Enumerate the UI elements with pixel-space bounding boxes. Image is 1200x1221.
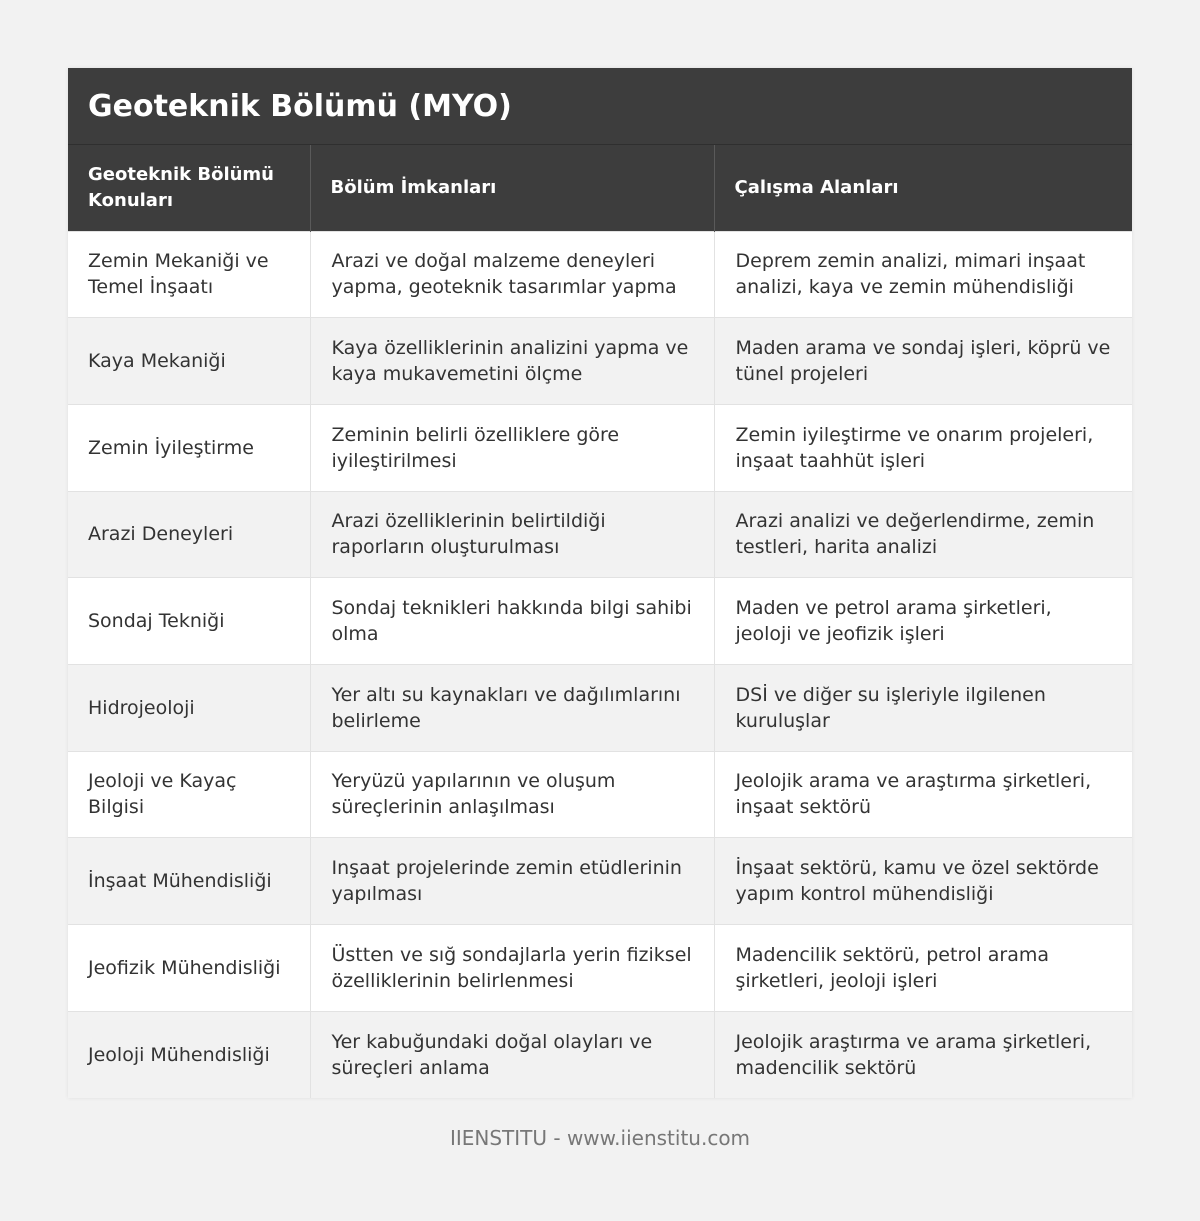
topic-cell: Kaya Mekaniği	[68, 318, 310, 405]
topic-cell: Sondaj Tekniği	[68, 578, 310, 665]
table-row	[68, 491, 1132, 578]
table-card	[68, 68, 1132, 1098]
facility-cell: Sondaj teknikleri hakkında bilgi sahibi olma	[310, 578, 714, 665]
topic-cell: Jeoloji Mühendisliği	[68, 1011, 310, 1098]
facility-cell: Yer altı su kaynakları ve dağılımlarını belirleme	[310, 664, 714, 751]
facility-cell: Üstten ve sığ sondajlarla yerin fiziksel özelliklerinin belirlenmesi	[310, 925, 714, 1012]
topic-cell: Zemin İyileştirme	[68, 404, 310, 491]
topic-cell: Jeoloji ve Kayaç Bilgisi	[68, 751, 310, 838]
table-row	[68, 1011, 1132, 1098]
footer-credit: IIENSTITU - www.iienstitu.com	[449, 1126, 751, 1150]
column-header-work-areas: Çalışma Alanları	[734, 176, 899, 198]
header-row	[68, 145, 1132, 231]
column-header-topics: Geoteknik Bölümü Konuları	[68, 145, 310, 231]
facility-cell: Yer kabuğundaki doğal olayları ve süreçleri anlama	[310, 1011, 714, 1098]
facility-cell: Arazi ve doğal malzeme deneyleri yapma, geoteknik tasarımlar yapma	[310, 231, 714, 318]
facility-cell: Kaya özelliklerinin analizini yapma ve kaya mukavemetini ölçme	[310, 318, 714, 405]
table-row	[68, 404, 1132, 491]
work-area-cell: Jeolojik arama ve araştırma şirketleri, inşaat sektörü	[735, 770, 1092, 819]
facility-cell: Inşaat projelerinde zemin etüdlerinin yapılması	[310, 838, 714, 925]
work-area-cell: Zemin iyileştirme ve onarım projeleri, inşaat taahhüt işleri	[735, 423, 1094, 472]
topic-cell: Zemin Mekaniği ve Temel İnşaatı	[68, 231, 310, 318]
table-header	[68, 145, 1132, 231]
facility-cell: Yeryüzü yapılarının ve oluşum süreçlerinin anlaşılması	[310, 751, 714, 838]
topic-cell: Hidrojeoloji	[68, 664, 310, 751]
work-area-cell: Deprem zemin analizi, mimari inşaat analizi, kaya ve zemin mühendisliği	[735, 250, 1086, 299]
work-area-cell: Arazi analizi ve değerlendirme, zemin testleri, harita analizi	[735, 510, 1095, 559]
facility-cell: Arazi özelliklerinin belirtildiği raporların oluşturulması	[310, 491, 714, 578]
data-table	[68, 145, 1132, 1098]
table-row	[68, 318, 1132, 405]
topic-cell: Arazi Deneyleri	[68, 491, 310, 578]
column-header-facilities: Bölüm İmkanları	[310, 145, 714, 231]
table-row	[68, 751, 1132, 838]
topic-cell: İnşaat Mühendisliği	[68, 838, 310, 925]
facility-cell: Zeminin belirli özelliklere göre iyileştirilmesi	[310, 404, 714, 491]
topic-cell: Jeofizik Mühendisliği	[68, 925, 310, 1012]
work-area-cell: Maden arama ve sondaj işleri, köprü ve tünel projeleri	[735, 337, 1111, 386]
table-row	[68, 664, 1132, 751]
work-area-cell: İnşaat sektörü, kamu ve özel sektörde yapım kontrol mühendisliği	[735, 857, 1099, 906]
work-area-cell: Madencilik sektörü, petrol arama şirketleri, jeoloji işleri	[735, 943, 1050, 992]
work-area-cell: Maden ve petrol arama şirketleri, jeoloji ve jeofizik işleri	[735, 597, 1052, 646]
table-row	[68, 838, 1132, 925]
table-row	[68, 925, 1132, 1012]
work-area-cell: Jeolojik araştırma ve arama şirketleri, madencilik sektörü	[735, 1030, 1092, 1079]
page-title: Geoteknik Bölümü (MYO)	[68, 68, 1132, 145]
work-area-cell: DSİ ve diğer su işleriyle ilgilenen kuruluşlar	[735, 683, 1046, 732]
table-row	[68, 578, 1132, 665]
table-body	[68, 231, 1132, 1098]
table-row	[68, 231, 1132, 318]
